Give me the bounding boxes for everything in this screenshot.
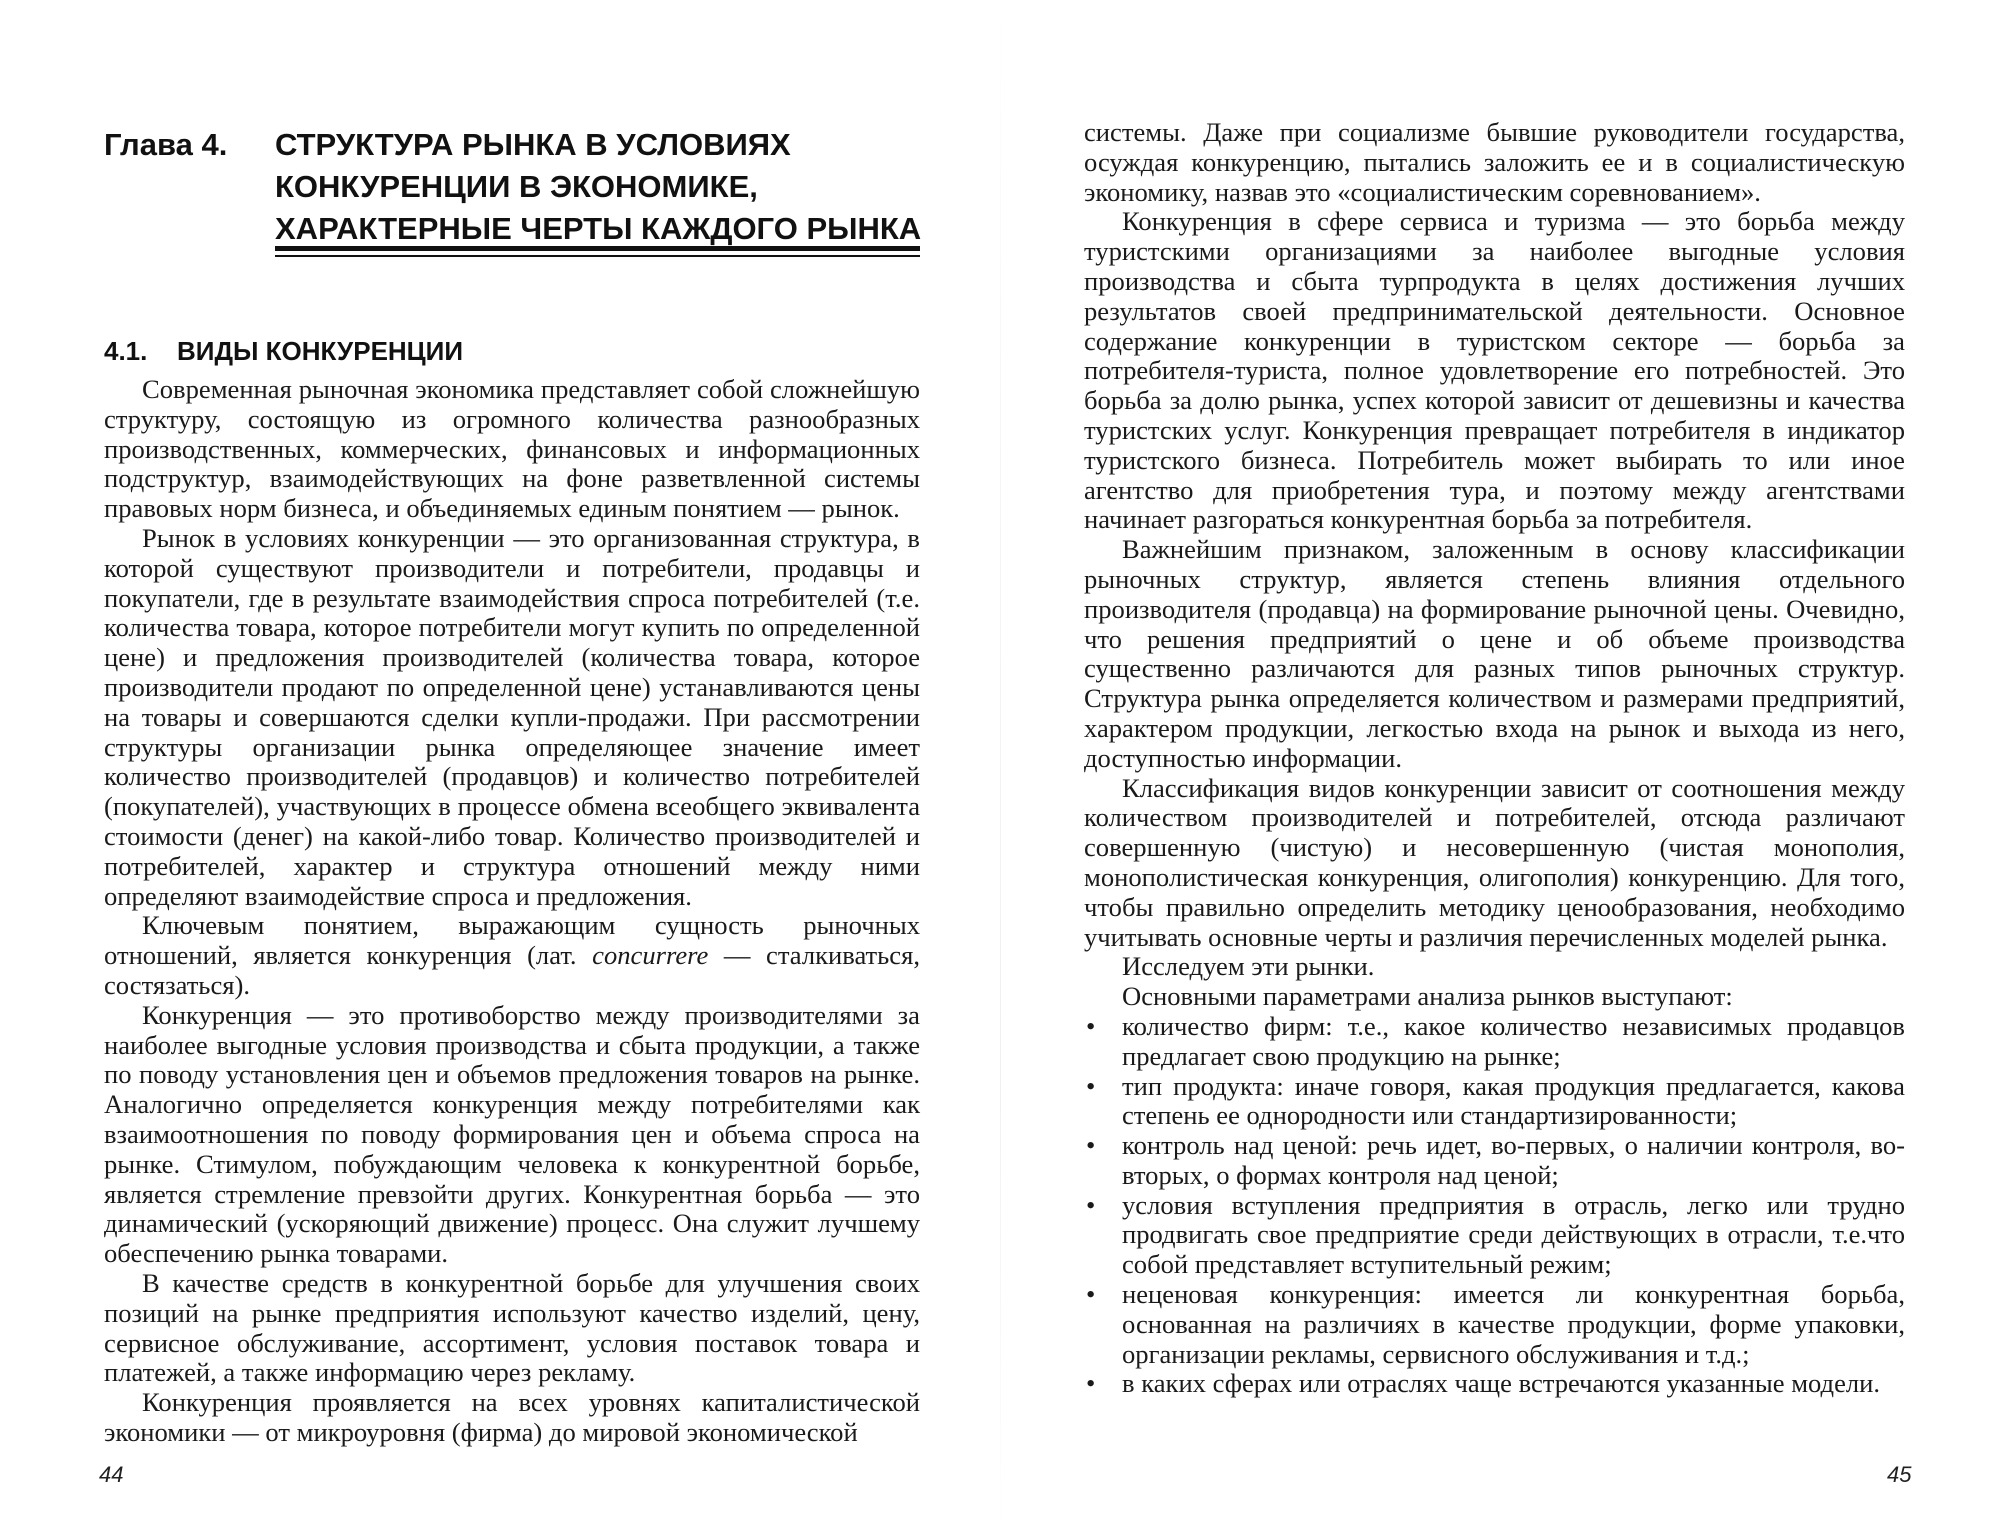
paragraph: Конкуренция проявляется на всех уровнях капиталистической экономики — от микроуровня (фирма) до мировой экономической	[104, 1387, 920, 1447]
right-body-text	[1084, 118, 1905, 1399]
section-heading	[104, 333, 924, 369]
left-body-text	[104, 375, 920, 1448]
paragraph: Основными параметрами анализа рынков выступают:	[1122, 981, 1733, 1012]
latin-term: concurrere	[592, 940, 709, 971]
list-item-text: неценовая конкуренция: имеется ли конкурентная борьба, основанная на различиях в качестве продукции, форме упаковки, организации рекламы, сервисного обслуживания и т.д.;	[1122, 1279, 1905, 1369]
list-item-text: условия вступления предприятия в отрасль, легко или трудно продвигать свое предприятие среди действующих в отрасли, т.е.что собой представляет вступительный режим;	[1122, 1189, 1905, 1280]
chapter-rule-thick	[275, 246, 920, 251]
list-item	[1084, 1191, 1905, 1280]
list-item	[1084, 1131, 1905, 1191]
paragraph: Рынок в условиях конкуренции — это организованная структура, в которой существуют производители и потребители, продавцы и покупатели, где в результате взаимодействия спроса потребителей (т.е. количества товара, которое потребители могут купить по определенной цене) и предложения производителей (количества товара, которое производители продают по определенной цене) устанавливаются цены на товары и совершаются сделки купли-продажи. При рассмотрении структуры организации рынка определяющее значение имеет количество производителей (продавцов) и количество потребителей (покупателей), участвующих в процессе обмена всеобщего эквивалента стоимости (денег) на какой-либо товар. Количество производителей и потребителей, характер и структура отношений между ними определяют взаимодействие спроса и предложения.	[104, 522, 920, 911]
paragraph: Современная рыночная экономика представляет собой сложнейшую структуру, состоящую из огромного количества разнообразных производственных, коммерческих, финансовых и информационных подструктур, взаимодействующих на фоне разветвленной системы правовых норм бизнеса, и объединяемых единым понятием — рынок.	[104, 374, 920, 524]
bullet-icon: •	[1086, 1070, 1096, 1101]
page-number: 44	[99, 1462, 124, 1487]
paragraph: Классификация видов конкуренции зависит от соотношения между количеством производителей и потребителей, отсюда различают совершенную (чистую) и несовершенную (чистая монополия, монополистическая конкуренция, олигополия) конкуренцию. Для того, чтобы правильно определить методику ценообразования, необходимо учитывать основные черты и различия перечисленных моделей рынка.	[1084, 772, 1905, 952]
chapter-heading	[104, 124, 924, 250]
bullet-icon: •	[1086, 1189, 1096, 1220]
paragraph: В качестве средств в конкурентной борьбе для улучшения своих позиций на рынке предприятия используют качество изделий, цену, сервисное обслуживание, ассортимент, условия поставок товара и платежей, а также информацию через рекламу.	[104, 1267, 920, 1388]
list-item-text: количество фирм: т.е., какое количество независимых продавцов предлагает свою продукцию на рынке;	[1122, 1010, 1905, 1071]
paragraph-text: Ключевым понятием, выражающим сущность рыночных отношений, является конкуренция (лат.	[104, 910, 920, 971]
list-item-text: контроль над ценой: речь идет, во-первых, о наличии контроля, во-вторых, о формах контроля над ценой;	[1122, 1130, 1905, 1190]
paragraph: Конкуренция в сфере сервиса и туризма — это борьба между туристскими организациями за наиболее выгодные условия производства и сбыта турпродукта в целях достижения лучших результатов своей предпринимательской деятельности. Основное содержание конкуренции в туристском секторе — борьба за потребителя-туриста, полное удовлетворение его потребностей. Это борьба за долю рынка, успех которой зависит от дешевизны и качества туристских услуг. Конкуренция превращает потребителя в индикатор туристского бизнеса. Потребитель может выбирать то или иное агентство для приобретения тура, и поэтому между агентствами начинает разгораться конкурентная борьба за потребителя.	[1084, 206, 1905, 535]
paragraph	[104, 911, 920, 1000]
list-item-text: тип продукта: иначе говоря, какая продукция предлагается, какова степень ее однородности или стандартизированности;	[1122, 1070, 1905, 1131]
list-item	[1084, 1072, 1905, 1132]
right-page	[1000, 0, 2000, 1537]
chapter-title: СТРУКТУРА РЫНКА В УСЛОВИЯХ КОНКУРЕНЦИИ В ЭКОНОМИКЕ, ХАРАКТЕРНЫЕ ЧЕРТЫ КАЖДОГО РЫНКА	[275, 127, 922, 246]
list-item	[1084, 1369, 1905, 1399]
chapter-label: Глава 4.	[104, 127, 228, 162]
section-number: 4.1.	[104, 336, 148, 366]
paragraph: Исследуем эти рынки.	[1122, 951, 1375, 982]
bullet-icon: •	[1086, 1130, 1096, 1161]
paragraph-continuation: системы. Даже при социализме бывшие руководители государства, осуждая конкуренцию, пытались заложить ее и в социалистическую экономику, назвав это «социалистическим соревнованием».	[1084, 117, 1905, 207]
section-title: ВИДЫ КОНКУРЕНЦИИ	[177, 336, 464, 366]
bullet-list	[1084, 1012, 1905, 1399]
paragraph: Конкуренция — это противоборство между производителями за наиболее выгодные условия производства и сбыта продукции, а также по поводу установления цен и объемов предложения товаров на рынке. Аналогично определяется конкуренция между потребителями как взаимоотношения по поводу формирования цен и объема спроса на рынке. Стимулом, побуждающим человека к конкурентной борьбе, является стремление превзойти других. Конкурентная борьба — это динамический (ускоряющий движение) процесс. Она служит лучшему обеспечению рынка товарами.	[104, 999, 920, 1269]
bullet-icon: •	[1086, 1279, 1096, 1310]
paragraph: Важнейшим признаком, заложенным в основу классификации рыночных структур, является степень влияния отдельного производителя (продавца) на формирование рыночной цены. Очевидно, что решения предприятий о цене и об объеме производства существенно различаются для разных типов рыночных структур. Структура рынка определяется количеством и размерами предприятий, характером продукции, легкостью входа на рынок и выхода из него, доступностью информации.	[1084, 534, 1905, 773]
chapter-rule-thin	[275, 255, 920, 257]
bullet-icon: •	[1086, 1368, 1096, 1399]
page-number: 45	[1887, 1462, 1912, 1487]
paragraph-text: — сталкиваться, состязаться).	[104, 940, 920, 1000]
list-item-text: в каких сферах или отраслях чаще встречаются указанные модели.	[1122, 1368, 1881, 1399]
bullet-icon: •	[1086, 1010, 1096, 1041]
list-item	[1084, 1012, 1905, 1072]
list-item	[1084, 1280, 1905, 1369]
